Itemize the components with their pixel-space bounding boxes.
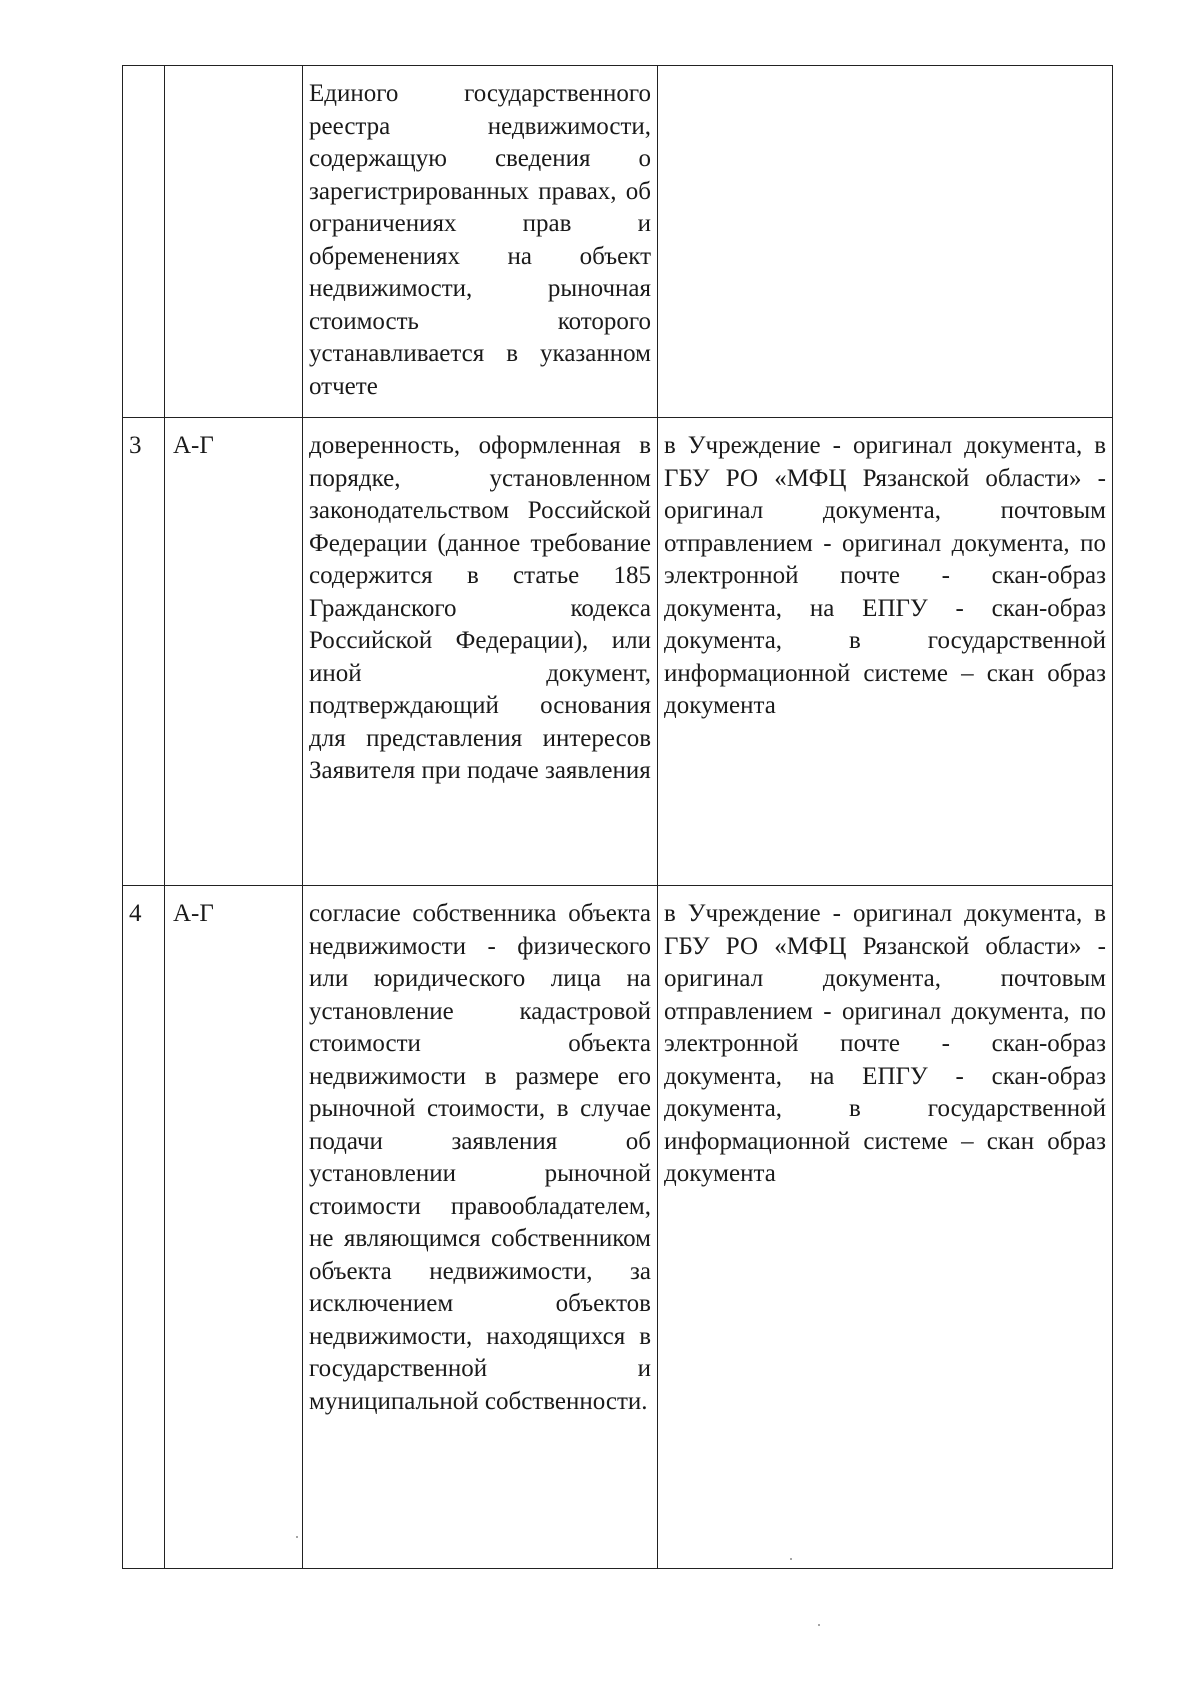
row-number-cell: 4	[123, 886, 165, 1569]
table-row	[123, 418, 1113, 886]
table-row	[123, 886, 1113, 1569]
table-row	[123, 66, 1113, 418]
row-number-cell	[123, 66, 165, 418]
submission-cell	[658, 66, 1113, 418]
scan-speck	[790, 1558, 792, 1560]
row-number-cell: 3	[123, 418, 165, 886]
submission-cell: в Учреждение - оригинал документа, в ГБУ РО «МФЦ Рязанской области» - оригинал документа, почтовым отправлением - оригинал документа, по электронной почте - скан-образ документа, на ЕПГУ - скан-образ документа, в государственной информационной системе – скан образ документа	[658, 886, 1113, 1569]
category-cell: А-Г	[165, 886, 303, 1569]
document-cell: согласие собственника объекта недвижимости - физического или юридического лица на установление кадастровой стоимости объекта недвижимости в размере его рыночной стоимости, в случае подачи заявления об установлении рыночной стоимости правообладателем, не являющимся собственником объекта недвижимости, за исключением объектов недвижимости, находящихся в государственной и муниципальной собственности.	[303, 886, 658, 1569]
document-cell: Единого государственного реестра недвижимости, содержащую сведения о зарегистрированных правах, об ограничениях прав и обременениях на объект недвижимости, рыночная стоимость которого устанавливается в указанном отчете	[303, 66, 658, 418]
scan-speck	[818, 1624, 820, 1626]
category-cell	[165, 66, 303, 418]
scan-speck	[296, 1536, 298, 1538]
document-cell: доверенность, оформленная в порядке, установленном законодательством Российской Федерации (данное требование содержится в статье 185 Гражданского кодекса Российской Федерации), или иной документ, подтверждающий основания для представления интересов Заявителя при подаче заявления	[303, 418, 658, 886]
category-cell: А-Г	[165, 418, 303, 886]
submission-cell: в Учреждение - оригинал документа, в ГБУ РО «МФЦ Рязанской области» - оригинал документа, почтовым отправлением - оригинал документа, по электронной почте - скан-образ документа, на ЕПГУ - скан-образ документа, в государственной информационной системе – скан образ документа	[658, 418, 1113, 886]
documents-table	[122, 65, 1113, 1569]
